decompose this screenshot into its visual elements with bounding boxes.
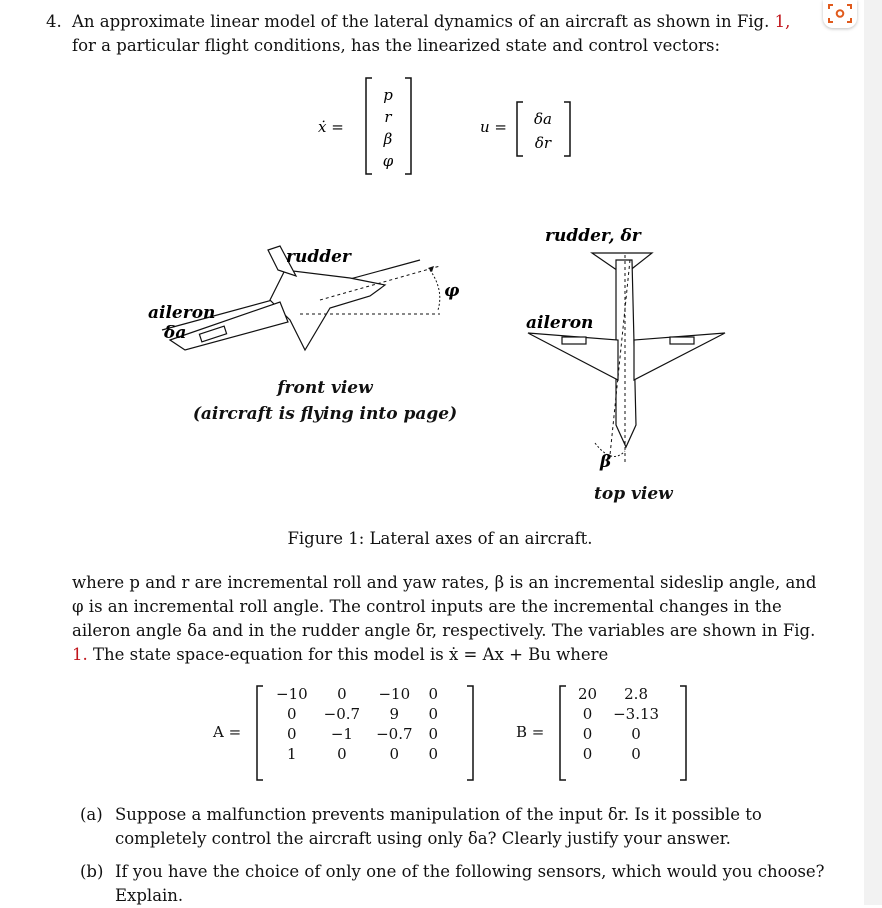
control-entry: δr <box>534 134 552 152</box>
matrix-a-cell: −10 <box>378 685 411 703</box>
control-entry: δa <box>534 110 552 128</box>
matrix-a-cell: −0.7 <box>376 725 413 743</box>
figure-reference[interactable]: 1. <box>72 645 88 664</box>
matrix-a-cell: 0 <box>287 725 297 743</box>
matrix-a-cell: 0 <box>287 705 297 723</box>
matrix-a-cell: −10 <box>276 685 308 703</box>
matrix-a-cell: 0 <box>428 705 439 723</box>
scroll-margin <box>864 0 882 905</box>
front-view-caption-2: (aircraft is flying into page) <box>192 404 458 424</box>
matrix-a-row <box>268 744 446 764</box>
matrix-a-cell: 0 <box>428 725 439 743</box>
matrix-b-cell: 0 <box>631 745 641 763</box>
state-entry: p <box>383 86 393 104</box>
matrix-b-cell: 20 <box>578 685 598 703</box>
state-entry: β <box>383 130 393 148</box>
matrix-b-cell: −3.13 <box>613 705 660 723</box>
part-b-line-2: Explain. <box>115 886 184 905</box>
phi-label: φ <box>444 281 460 301</box>
lens-icon[interactable] <box>823 0 857 28</box>
part-b-label: (b) <box>80 862 104 881</box>
matrix-b-cell: 0 <box>582 725 593 743</box>
matrix-a-cell: 0 <box>337 685 347 703</box>
vector-definitions <box>300 72 600 180</box>
question-line-2: for a particular flight conditions, has the linearized state and control vectors: <box>72 36 721 55</box>
part-a-line-2: completely control the aircraft using only δa? Clearly justify your answer. <box>115 829 731 848</box>
state-entry: φ <box>382 152 394 170</box>
matrix-a-cell: 9 <box>389 705 400 723</box>
matrix-b-cell: 2.8 <box>624 685 648 703</box>
part-a-line-1: Suppose a malfunction prevents manipulation of the input δr. Is it possible to <box>115 805 762 824</box>
top-view-caption: top view <box>594 484 673 504</box>
description-text-4: The state space-equation for this model is ẋ = Ax + Bu where <box>93 645 609 664</box>
description-line-4 <box>72 643 608 667</box>
top-rudder-label: rudder, δr <box>545 226 641 246</box>
matrix-a-row <box>268 704 446 724</box>
matrix-a-cell: 0 <box>389 745 400 763</box>
matrix-b-cell: 0 <box>582 705 593 723</box>
description-line-3: aileron angle δa and in the rudder angle δr, respectively. The variables are shown in Fig. <box>72 621 816 640</box>
description-line-1: where p and r are incremental roll and yaw rates, β is an incremental sideslip angle, and <box>72 573 817 592</box>
matrix-a-cell: −0.7 <box>323 705 361 723</box>
question-text-1: An approximate linear model of the lateral dynamics of an aircraft as shown in Fig. <box>72 12 770 31</box>
top-view-diagram <box>520 215 750 475</box>
matrix-a-cell: 1 <box>287 745 297 763</box>
matrix-a-cell: 0 <box>337 745 347 763</box>
matrix-a-row <box>268 724 446 744</box>
delta-a-label: δa <box>164 323 187 343</box>
matrix-b-row <box>570 704 667 724</box>
matrix-b-label: B = <box>516 723 545 741</box>
control-vector-lhs: u = <box>480 118 507 136</box>
question-number: 4. <box>46 12 62 31</box>
matrix-a-label: A = <box>213 723 242 741</box>
matrix-b <box>570 684 667 764</box>
state-entry: r <box>384 108 392 126</box>
state-vector-lhs: ẋ = <box>318 118 344 136</box>
matrix-a-cell: 0 <box>428 685 439 703</box>
question-line-1 <box>72 10 790 34</box>
matrix-b-cell: 0 <box>631 725 641 743</box>
front-aileron-label: aileron <box>148 303 216 323</box>
front-rudder-label: rudder <box>286 247 351 267</box>
figure-caption: Figure 1: Lateral axes of an aircraft. <box>287 529 593 548</box>
matrix-a-row <box>268 684 446 704</box>
matrix-b-row <box>570 744 667 764</box>
matrix-b-row <box>570 684 667 704</box>
front-view-caption-1: front view <box>277 378 373 398</box>
matrix-b-cell: 0 <box>582 745 593 763</box>
figure-reference[interactable]: 1, <box>774 12 791 31</box>
matrix-a <box>268 684 446 764</box>
matrix-b-row <box>570 724 667 744</box>
description-line-2: φ is an incremental roll angle. The control inputs are the incremental changes in the <box>72 597 782 616</box>
top-aileron-label: aileron <box>526 313 594 333</box>
part-a-label: (a) <box>80 805 103 824</box>
matrix-a-cell: −1 <box>330 725 353 743</box>
matrix-a-cell: 0 <box>428 745 439 763</box>
beta-label: β <box>600 452 612 472</box>
part-b-line-1: If you have the choice of only one of the following sensors, which would you choose? <box>115 862 825 881</box>
